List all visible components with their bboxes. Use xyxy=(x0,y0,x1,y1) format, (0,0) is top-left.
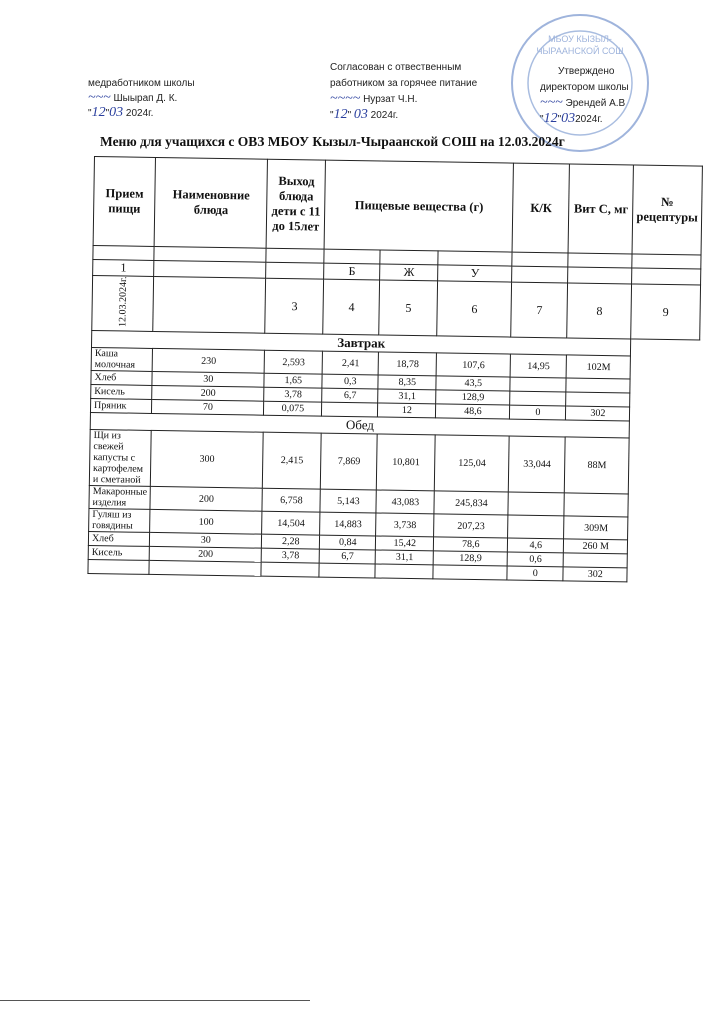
cell-value: 78,6 xyxy=(434,537,508,552)
cell-value: 200 xyxy=(150,487,262,512)
cell-value: 3,78 xyxy=(264,388,322,403)
cell-value: 2,415 xyxy=(263,433,322,490)
cell-value: 2,28 xyxy=(262,535,320,550)
coordinated-year: 2024г. xyxy=(370,110,399,121)
cell-value: 200 xyxy=(149,547,261,563)
colnum: 3 xyxy=(265,278,324,334)
cell-value: 309М xyxy=(564,516,628,540)
cell-value: 107,6 xyxy=(436,353,510,377)
cell-value: 3,738 xyxy=(376,513,434,537)
dish-name: Макаронные изделия xyxy=(89,486,151,510)
dish-name: Гуляш из говядины xyxy=(89,509,151,533)
cell-value: 245,834 xyxy=(434,491,508,515)
dish-name: Хлеб xyxy=(88,532,150,547)
cell-value xyxy=(566,392,630,407)
cell-value xyxy=(322,403,378,418)
header-nutrients: Пищевые вещества (г) xyxy=(324,160,513,252)
cell-value: 6,7 xyxy=(319,550,375,565)
cell-value: 260 М xyxy=(564,539,628,554)
lunch-section-label: Обед xyxy=(90,413,630,438)
cell-value: 18,78 xyxy=(378,352,436,376)
cell-value xyxy=(433,565,507,580)
cell-value: 33,044 xyxy=(509,437,566,494)
cell-value: 5,143 xyxy=(320,490,376,514)
director-day: 12 xyxy=(543,111,558,126)
page-bottom-line xyxy=(0,1000,310,1001)
cell-value: 0,84 xyxy=(320,536,376,551)
cell-value: 70 xyxy=(152,400,264,416)
header-recipe: № рецептуры xyxy=(632,165,702,255)
cell-value: 0 xyxy=(510,406,566,421)
cell-value: 0,3 xyxy=(322,375,378,390)
cell-value: 7,869 xyxy=(321,434,378,491)
date-cell xyxy=(92,275,154,331)
menu-table xyxy=(87,156,702,584)
cell-value: 207,23 xyxy=(434,514,508,538)
cell-value: 100 xyxy=(150,510,262,535)
cell-value xyxy=(510,392,566,407)
coordinated-approval: Согласован с отвественным работником за горячее питание ~~~~ Нурзат Ч.Н. "12" 03 2024г. xyxy=(330,62,478,122)
header-meal: Прием пищи xyxy=(93,157,156,247)
header-dish: Наименовние блюда xyxy=(154,157,267,248)
dish-name: Пряник xyxy=(90,399,152,414)
breakfast-section-label: Завтрак xyxy=(91,331,631,356)
coordinated-signature: ~~~~ xyxy=(330,91,361,106)
date-label: 12.03.2024г. xyxy=(116,276,129,328)
director-approval: Утверждено директором школы ~~~ Эрендей А.В "12"032024г. xyxy=(540,66,629,126)
coordinated-line1: Согласован с отвественным xyxy=(330,62,462,73)
cell-value: 302 xyxy=(566,406,630,421)
dish-name: Каша молочная xyxy=(91,348,153,372)
header-vitc: Вит С, мг xyxy=(568,164,633,254)
subheader-u: У xyxy=(438,265,512,282)
cell-value: 8,35 xyxy=(378,375,436,390)
dish-name: Щи из свежей капусты с картофелем и сметаной xyxy=(89,430,151,487)
subheader-one: 1 xyxy=(93,259,155,276)
medic-signature: ~~~ xyxy=(88,90,111,105)
coordinated-day: 12 xyxy=(333,107,348,122)
svg-text:ЧЫРААНСКОЙ СОШ: ЧЫРААНСКОЙ СОШ xyxy=(536,46,624,56)
page-title: Меню для учащихся с ОВЗ МБОУ Кызыл-Чыраанской СОШ на 12.03.2024г xyxy=(100,134,565,149)
header-kcal: К/К xyxy=(512,163,569,253)
cell-value: 1,65 xyxy=(264,374,322,389)
cell-value: 43,083 xyxy=(376,490,434,514)
cell-value: 30 xyxy=(152,372,264,388)
cell-value xyxy=(510,378,566,393)
subheader-b: Б xyxy=(324,263,380,280)
cell-value: 14,95 xyxy=(510,355,566,379)
colnum: 4 xyxy=(323,279,380,335)
cell-value xyxy=(319,564,375,579)
dish-name: Хлеб xyxy=(91,371,153,386)
cell-value: 31,1 xyxy=(375,550,433,565)
medic-month: 03 xyxy=(109,105,124,120)
cell-value: 102М xyxy=(566,355,630,379)
approved-line1: Утверждено xyxy=(558,66,615,77)
colnum: 7 xyxy=(511,282,568,338)
cell-value: 200 xyxy=(152,386,264,402)
cell-value: 14,504 xyxy=(262,512,320,536)
medic-day: 12 xyxy=(91,105,106,120)
cell-value: 14,883 xyxy=(320,513,376,537)
coordinated-month: 03 xyxy=(353,107,368,122)
cell-value xyxy=(375,564,433,579)
cell-value: 2,593 xyxy=(264,351,322,375)
director-year: 2024г. xyxy=(575,114,603,125)
dish-name: Кисель xyxy=(88,546,150,561)
cell-value: 0,6 xyxy=(507,553,563,568)
cell-value: 43,5 xyxy=(436,376,510,391)
header-output: Выход блюда дети с 11 до 15лет xyxy=(266,159,325,249)
cell-value: 31,1 xyxy=(378,389,436,404)
medic-name: Шыырап Д. К. xyxy=(113,93,178,104)
colnum: 6 xyxy=(437,281,512,338)
cell-value: 48,6 xyxy=(436,404,510,419)
medic-role: медработником школы xyxy=(88,78,195,89)
cell-value: 0,075 xyxy=(264,402,322,417)
cell-value: 125,04 xyxy=(435,435,510,492)
cell-value: 300 xyxy=(151,431,264,489)
coordinated-line2: работником за горячее питание xyxy=(330,78,478,89)
subheader-zh: Ж xyxy=(380,264,438,281)
cell-value: 3,78 xyxy=(261,549,319,564)
director-name: Эрендей А.В xyxy=(565,98,626,109)
cell-value xyxy=(149,561,261,577)
cell-value: 10,801 xyxy=(377,434,436,491)
cell-value: 6,758 xyxy=(262,489,320,513)
dish-name: Кисель xyxy=(91,385,153,400)
svg-text:МБОУ КЫЗЫЛ-: МБОУ КЫЗЫЛ- xyxy=(548,34,612,44)
cell-value xyxy=(563,553,627,568)
approved-line2: директором школы xyxy=(540,82,629,93)
cell-value: 128,9 xyxy=(433,551,507,566)
table-row xyxy=(89,430,698,496)
colnum: 8 xyxy=(567,283,632,339)
column-numbers-row xyxy=(92,275,701,340)
dish-name xyxy=(88,560,150,575)
cell-value: 230 xyxy=(152,349,264,374)
colnum: 9 xyxy=(631,284,700,341)
medic-year: 2024г. xyxy=(125,108,154,119)
cell-value xyxy=(508,516,564,540)
cell-value: 15,42 xyxy=(376,536,434,551)
coordinated-name: Нурзат Ч.Н. xyxy=(363,94,418,105)
cell-value: 12 xyxy=(378,403,436,418)
menu-table-wrap xyxy=(87,156,702,584)
cell-value xyxy=(508,493,564,517)
cell-value: 88М xyxy=(565,437,630,494)
cell-value: 302 xyxy=(563,567,627,582)
cell-value xyxy=(566,378,630,393)
cell-value: 128,9 xyxy=(436,390,510,405)
director-month: 03 xyxy=(561,111,576,126)
cell-value: 0 xyxy=(507,567,563,582)
cell-value: 30 xyxy=(150,533,262,549)
colnum: 5 xyxy=(379,280,438,336)
cell-value: 4,6 xyxy=(508,539,564,554)
medic-approval: медработником школы ~~~ Шыырап Д. К. "12"03 2024г. xyxy=(88,78,195,120)
cell-value: 2,41 xyxy=(322,352,378,376)
director-signature: ~~~ xyxy=(540,95,563,110)
cell-value: 6,7 xyxy=(322,389,378,404)
cell-value xyxy=(564,493,628,517)
cell-value xyxy=(261,563,319,578)
